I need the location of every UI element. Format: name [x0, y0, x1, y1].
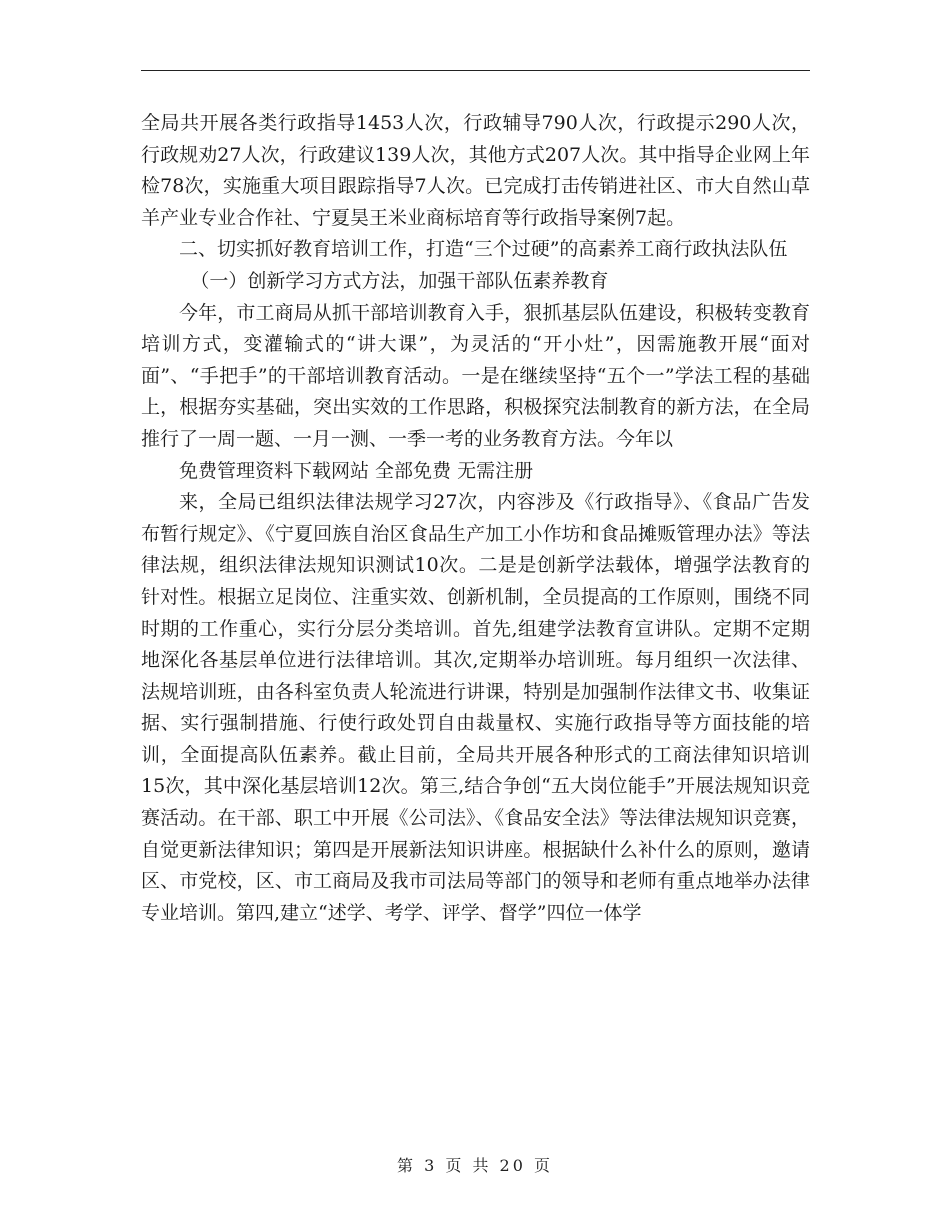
paragraph-training-details: 来，全局已组织法律法规学习27次，内容涉及《行政指导》、《食品广告发布暂行规定》、《宁夏回族自治区食品生产加工小作坊和食品摊贩管理办法》等法律法规，组织法律法规知识测试10次。二是是创新学法载体，增强学法教育的针对性。根据立足岗位、注重实效、创新机制，全员提高的工作原则，围绕不同时期的工作重心，实行分层分类培训。首先,组建学法教育宣讲队。定期不定期地深化各基层单位进行法律培训。其次,定期举办培训班。每月组织一次法律、法规培训班，由各科室负责人轮流进行讲课，特别是加强制作法律文书、收集证据、实行强制措施、行使行政处罚自由裁量权、实施行政指导等方面技能的培训，全面提高队伍素养。截止目前，全局共开展各种形式的工商法律知识培训15次，其中深化基层培训12次。第三,结合争创“五大岗位能手”开展法规知识竞赛活动。在干部、职工中开展《公司法》、《食品安全法》等法律法规知识竞赛，自觉更新法律知识；第四是开展新法知识讲座。根据缺什么补什么的原则，邀请区、市党校，区、市工商局及我市司法局等部门的领导和老师有重点地举办法律专业培训。第四,建立“述学、考学、评学、督学”四位一体学 [141, 491, 810, 924]
document-body [141, 108, 810, 929]
subsection-heading-one: （一）创新学习方式方法，加强干部队伍素养教育 [190, 269, 609, 292]
watermark-note: 免费管理资料下载网站 全部免费 无需注册 [179, 459, 534, 482]
section-heading-two: 二、切实抓好教育培训工作，打造“三个过硬”的高素养工商行政执法队伍 [179, 238, 788, 261]
page-number-footer: 第 3 页 共 20 页 [397, 1156, 553, 1175]
paragraph-training-intro: 今年，市工商局从抓干部培训教育入手，狠抓基层队伍建设，积极转变教育培训方式，变灌输式的“讲大课”，为灵活的“开小灶”，因需施教开展“面对面”、“手把手”的干部培训教育活动。一是在继续坚持“五个一”学法工程的基础上，根据夯实基础，突出实效的工作思路，积极探究法制教育的新方法，在全局推行了一周一题、一月一测、一季一考的业务教育方法。今年以 [141, 301, 810, 450]
paragraph-guidance-stats: 全局共开展各类行政指导1453人次，行政辅导790人次，行政提示290人次，行政规劝27人次，行政建议139人次，其他方式207人次。其中指导企业网上年检78次，实施重大项目跟踪指导7人次。已完成打击传销进社区、市大自然山草羊产业专业合作社、宁夏昊王米业商标培育等行政指导案例7起。 [141, 112, 810, 229]
header-rule [141, 70, 810, 71]
